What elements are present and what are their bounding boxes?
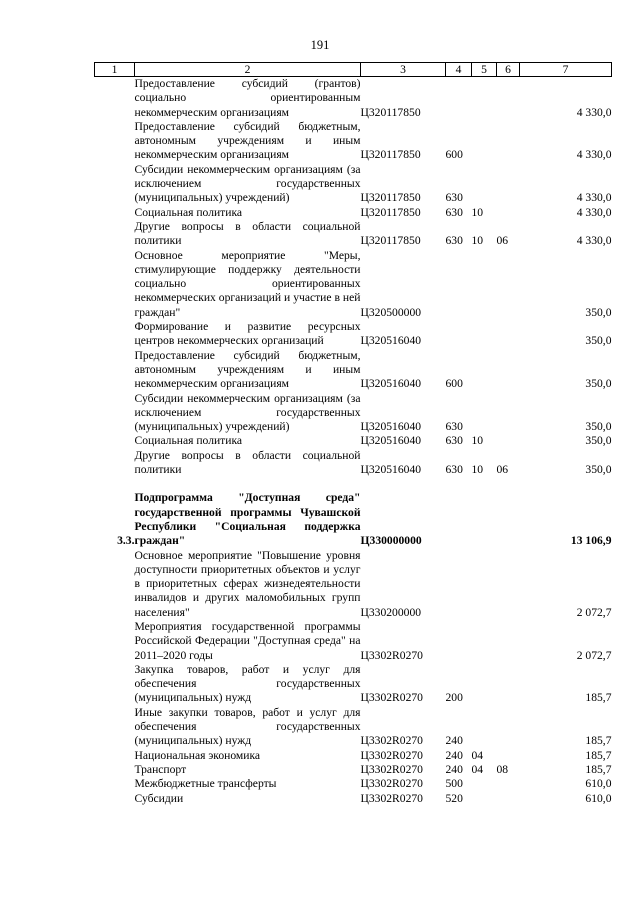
expense-type-code: 630	[445, 434, 463, 448]
amount: 4 330,0	[576, 205, 612, 219]
subsection-code	[497, 320, 520, 349]
amount: 350,0	[585, 420, 612, 434]
subsection-code	[497, 620, 520, 663]
expense-type-code: 600	[445, 377, 463, 391]
column-header: 7	[520, 63, 612, 77]
row-number	[95, 777, 135, 791]
row-description: Субсидии некоммерческим организациям (за исключением государственных (муниципальных) учреждений)	[134, 162, 361, 205]
target-article-code: Ц330200000	[360, 605, 422, 619]
amount: 350,0	[585, 434, 612, 448]
expense-type-code: 240	[445, 734, 463, 748]
budget-table	[94, 62, 612, 806]
amount: 350,0	[585, 305, 612, 319]
column-header: 2	[135, 63, 361, 77]
section-code	[472, 349, 497, 392]
section-code	[472, 120, 497, 163]
column-header: 1	[95, 63, 135, 77]
expense-type-code: 520	[445, 791, 463, 805]
row-description: Закупка товаров, работ и услуг для обеспечения государственных (муниципальных) нужд	[134, 662, 361, 705]
column-header: 6	[497, 63, 520, 77]
expense-type-code: 240	[445, 748, 463, 762]
table-row	[95, 491, 612, 548]
row-description: Социальная политика	[134, 205, 243, 219]
row-number	[95, 77, 135, 120]
row-description: Социальная политика	[134, 434, 243, 448]
section-code	[472, 77, 497, 120]
subsection-code	[497, 491, 520, 548]
column-header: 3	[361, 63, 446, 77]
expense-type-code	[446, 491, 472, 548]
target-article-code: Ц3302R0270	[360, 648, 423, 662]
row-number: 3.3.	[117, 534, 135, 548]
expense-type-code	[446, 620, 472, 663]
row-number	[95, 220, 135, 249]
table-row	[95, 77, 612, 120]
target-article-code: Ц320117850	[360, 205, 421, 219]
subsection-code	[497, 206, 520, 220]
row-description: Предоставление субсидий бюджетным, автономным учреждениям и иным некоммерческим организациям	[134, 119, 361, 162]
target-article-code: Ц3302R0270	[360, 691, 423, 705]
amount: 4 330,0	[576, 105, 612, 119]
row-number	[95, 620, 135, 663]
spacer-row	[95, 477, 612, 491]
row-description: Национальная экономика	[134, 748, 261, 762]
expense-type-code	[446, 549, 472, 620]
section-code: 10	[471, 434, 484, 448]
target-article-code: Ц3302R0270	[360, 762, 423, 776]
target-article-code: Ц320516040	[360, 463, 422, 477]
subsection-code	[497, 163, 520, 206]
row-description: Транспорт	[134, 762, 187, 776]
target-article-code: Ц320516040	[360, 434, 422, 448]
section-code	[472, 706, 497, 749]
column-header: 5	[472, 63, 497, 77]
target-article-code: Ц3302R0270	[360, 791, 423, 805]
subsection-code	[497, 549, 520, 620]
row-description: Другие вопросы в области социальной политики	[134, 219, 361, 248]
row-number	[95, 120, 135, 163]
subsection-code	[497, 792, 520, 806]
table-row	[95, 220, 612, 249]
row-number	[95, 392, 135, 435]
row-description: Субсидии некоммерческим организациям (за исключением государственных (муниципальных) учреждений)	[134, 391, 361, 434]
row-number	[95, 349, 135, 392]
subsection-code: 06	[496, 463, 509, 477]
table-row	[95, 249, 612, 320]
expense-type-code	[446, 249, 472, 320]
target-article-code: Ц3302R0270	[360, 734, 423, 748]
section-code	[472, 792, 497, 806]
expense-type-code: 630	[445, 205, 463, 219]
table-row	[95, 120, 612, 163]
target-article-code: Ц320516040	[360, 334, 422, 348]
target-article-code: Ц3302R0270	[360, 777, 423, 791]
table-row	[95, 749, 612, 763]
expense-type-code: 630	[445, 191, 463, 205]
table-row	[95, 434, 612, 448]
amount: 610,0	[585, 791, 612, 805]
amount: 2 072,7	[576, 605, 612, 619]
subsection-code	[497, 77, 520, 120]
section-code	[472, 491, 497, 548]
amount: 4 330,0	[576, 148, 612, 162]
table-row	[95, 349, 612, 392]
table-row	[95, 792, 612, 806]
table-row	[95, 449, 612, 478]
table-row	[95, 392, 612, 435]
table-row	[95, 320, 612, 349]
target-article-code: Ц3302R0270	[360, 748, 423, 762]
subsection-code: 06	[496, 234, 509, 248]
subsection-code	[497, 120, 520, 163]
table-row	[95, 706, 612, 749]
section-code	[472, 392, 497, 435]
amount: 13 106,9	[570, 534, 612, 548]
expense-type-code	[446, 77, 472, 120]
amount: 185,7	[585, 691, 612, 705]
table-row	[95, 549, 612, 620]
section-code: 04	[471, 762, 484, 776]
section-code	[472, 320, 497, 349]
table-row	[95, 777, 612, 791]
row-description: Другие вопросы в области социальной политики	[134, 448, 361, 477]
row-description: Предоставление субсидий (грантов) социально ориентированным некоммерческим организациям	[134, 77, 361, 119]
row-number	[95, 249, 135, 320]
subsection-code	[497, 706, 520, 749]
spacer-cell	[95, 477, 612, 491]
row-description: Межбюджетные трансферты	[134, 777, 277, 791]
row-number	[95, 320, 135, 349]
amount: 4 330,0	[576, 191, 612, 205]
subsection-code	[497, 777, 520, 791]
expense-type-code: 630	[445, 463, 463, 477]
section-code	[472, 249, 497, 320]
target-article-code: Ц320516040	[360, 377, 422, 391]
amount: 350,0	[585, 463, 612, 477]
row-number	[95, 792, 135, 806]
row-number	[95, 663, 135, 706]
expense-type-code	[446, 320, 472, 349]
row-description: Основное мероприятие "Повышение уровня доступности приоритетных объектов и услуг в приоритетных сферах жизнедеятельности инвалидов и других маломобильных групп населения"	[134, 548, 361, 619]
target-article-code: Ц330000000	[360, 534, 422, 548]
subsection-code	[497, 663, 520, 706]
expense-type-code: 630	[445, 420, 463, 434]
subsection-code	[497, 349, 520, 392]
amount: 2 072,7	[576, 648, 612, 662]
section-code	[472, 549, 497, 620]
table-row	[95, 663, 612, 706]
row-number	[95, 434, 135, 448]
table-row	[95, 763, 612, 777]
subsection-code	[497, 249, 520, 320]
row-description: Основное мероприятие "Меры, стимулирующие поддержку деятельности социально ориентированных некоммерческих организаций и участие в ней граждан"	[134, 248, 361, 319]
row-number	[95, 749, 135, 763]
expense-type-code: 630	[445, 234, 463, 248]
expense-type-code: 500	[445, 777, 463, 791]
section-code: 10	[471, 205, 484, 219]
row-description: Подпрограмма "Доступная среда" государственной программы Чувашской Республики "Социальная поддержка граждан"	[134, 491, 361, 548]
row-description: Субсидии	[134, 791, 184, 805]
row-description: Предоставление субсидий бюджетным, автономным учреждениям и иным некоммерческим организациям	[134, 348, 361, 391]
target-article-code: Ц320500000	[360, 305, 422, 319]
amount: 610,0	[585, 777, 612, 791]
row-number	[95, 706, 135, 749]
table-body	[95, 77, 612, 806]
subsection-code	[497, 434, 520, 448]
expense-type-code: 200	[445, 691, 463, 705]
page-number: 191	[310, 38, 330, 52]
amount: 185,7	[585, 734, 612, 748]
section-code	[472, 163, 497, 206]
row-description: Мероприятия государственной программы Российской Федерации "Доступная среда" на 2011–2020 годы	[134, 619, 361, 662]
amount: 350,0	[585, 377, 612, 391]
row-number	[95, 549, 135, 620]
section-code	[472, 663, 497, 706]
section-code: 10	[471, 463, 484, 477]
column-header: 4	[446, 63, 472, 77]
table-row	[95, 163, 612, 206]
expense-type-code: 600	[445, 148, 463, 162]
section-code	[472, 777, 497, 791]
target-article-code: Ц320117850	[360, 148, 421, 162]
expense-type-code: 240	[445, 762, 463, 776]
row-number	[95, 763, 135, 777]
section-code: 10	[471, 234, 484, 248]
subsection-code: 08	[496, 762, 509, 776]
target-article-code: Ц320117850	[360, 105, 421, 119]
column-header-row	[95, 63, 612, 77]
row-description: Формирование и развитие ресурсных центров некоммерческих организаций	[134, 320, 361, 348]
table-row	[95, 206, 612, 220]
row-number	[95, 206, 135, 220]
amount: 185,7	[585, 748, 612, 762]
amount: 185,7	[585, 762, 612, 776]
amount: 350,0	[585, 334, 612, 348]
row-description: Иные закупки товаров, работ и услуг для обеспечения государственных (муниципальных) нужд	[134, 705, 361, 748]
table-row	[95, 620, 612, 663]
amount: 4 330,0	[576, 234, 612, 248]
section-code	[472, 620, 497, 663]
target-article-code: Ц320117850	[360, 191, 421, 205]
section-code: 04	[471, 748, 484, 762]
subsection-code	[497, 749, 520, 763]
row-number	[95, 163, 135, 206]
target-article-code: Ц320516040	[360, 420, 422, 434]
target-article-code: Ц320117850	[360, 234, 421, 248]
row-number	[95, 449, 135, 478]
subsection-code	[497, 392, 520, 435]
